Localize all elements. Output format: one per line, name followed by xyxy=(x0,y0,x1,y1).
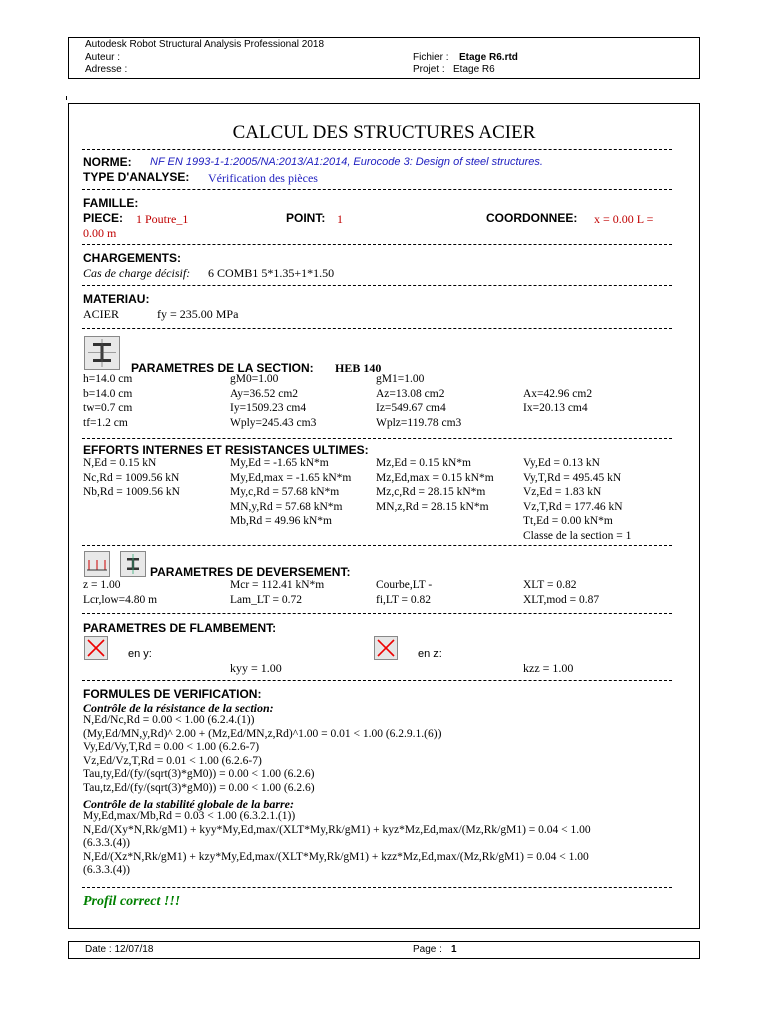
flambement-label: PARAMETRES DE FLAMBEMENT: xyxy=(83,621,277,635)
chargements-label: CHARGEMENTS: xyxy=(83,251,181,265)
divider xyxy=(82,285,672,286)
kzz-value: kzz = 1.00 xyxy=(523,661,574,675)
efforts-rows-cell: Nb,Rd = 1009.56 kN xyxy=(83,486,180,498)
efforts-rows-cell: Vz,T,Rd = 177.46 kN xyxy=(523,500,623,513)
file-value: Etage R6.rtd xyxy=(459,52,518,63)
decisive-load-value: 6 COMB1 5*1.35+1*1.50 xyxy=(208,266,335,280)
formula-line: My,Ed,max/Mb,Rd = 0.03 < 1.00 (6.3.2.1.(1)) xyxy=(83,810,296,822)
divider xyxy=(82,545,672,546)
section-rows-cell: Iz=549.67 cm4 xyxy=(376,402,446,414)
norme-label: NORME: xyxy=(83,155,132,169)
point-value: 1 xyxy=(337,212,343,226)
page-title: CALCUL DES STRUCTURES ACIER xyxy=(232,122,536,143)
coordinate-value-2: 0.00 m xyxy=(83,226,117,240)
efforts-rows-cell: Mb,Rd = 49.96 kN*m xyxy=(230,515,333,527)
buckling-y-disabled-icon xyxy=(84,636,108,660)
buckling-z-label: en z: xyxy=(418,648,442,660)
dev-rows-cell: fi,LT = 0.82 xyxy=(376,593,432,606)
dev-rows-cell: Mcr = 112.41 kN*m xyxy=(230,579,325,591)
buckling-z-disabled-icon xyxy=(374,636,398,660)
efforts-rows-cell: Tt,Ed = 0.00 kN*m xyxy=(523,515,613,527)
report-footer xyxy=(68,941,700,959)
efforts-rows-cell: N,Ed = 0.15 kN xyxy=(83,457,157,469)
formula-line: (6.3.3.(4)) xyxy=(83,864,130,876)
section-rows-cell: Wply=245.43 cm3 xyxy=(230,416,317,429)
section-rows-cell: Iy=1509.23 cm4 xyxy=(230,402,307,414)
divider xyxy=(82,149,672,150)
formula-line: N,Ed/(Xz*N,Rk/gM1) + kzy*My,Ed,max/(XLT*My,Rk/gM1) + kzz*Mz,Ed,max/(Mz,Rk/gM1) = 0.04 < 1.00 xyxy=(83,850,589,863)
kyy-value: kyy = 1.00 xyxy=(230,661,282,675)
dev-rows-cell: XLT = 0.82 xyxy=(523,579,577,591)
efforts-label: EFFORTS INTERNES ET RESISTANCES ULTIMES: xyxy=(83,443,369,457)
section-rows-cell: b=14.0 cm xyxy=(83,387,133,400)
divider xyxy=(82,438,672,439)
project-label: Projet : xyxy=(413,64,445,75)
formula-line: Tau,ty,Ed/(fy/(sqrt(3)*gM0)) = 0.00 < 1.00 (6.2.6) xyxy=(83,768,315,780)
section-profile-icon xyxy=(84,336,120,370)
material-name: ACIER xyxy=(83,307,119,321)
footer-date: Date : 12/07/18 xyxy=(85,944,154,955)
formula-line: (My,Ed/MN,y,Rd)^ 2.00 + (Mz,Ed/MN,z,Rd)^1.00 = 0.01 < 1.00 (6.2.9.1.(6)) xyxy=(83,727,442,740)
divider xyxy=(82,680,672,681)
dev-rows-cell: Lcr,low=4.80 m xyxy=(83,593,158,606)
section-rows-cell: gM1=1.00 xyxy=(376,373,425,385)
lateral-buckling-icon xyxy=(84,551,110,577)
analysis-value: Vérification des pièces xyxy=(208,171,318,185)
formula-line: Vy,Ed/Vy,T,Rd = 0.00 < 1.00 (6.2.6-7) xyxy=(83,741,260,753)
section-rows-cell: Ix=20.13 cm4 xyxy=(523,402,588,414)
section-rows-cell: Ax=42.96 cm2 xyxy=(523,387,593,400)
section-profile: HEB 140 xyxy=(335,361,382,375)
dev-rows-cell: z = 1.00 xyxy=(83,579,121,591)
footer-page-label: Page : xyxy=(413,944,442,955)
efforts-rows-cell: My,Ed = -1.65 kN*m xyxy=(230,457,329,469)
result-status: Profil correct !!! xyxy=(83,894,181,909)
formula-line: (6.3.3.(4)) xyxy=(83,837,130,849)
project-value: Etage R6 xyxy=(453,64,495,75)
efforts-rows-cell: Mz,c,Rd = 28.15 kN*m xyxy=(376,486,486,498)
efforts-rows-cell: My,c,Rd = 57.68 kN*m xyxy=(230,486,340,498)
efforts-rows-cell: MN,z,Rd = 28.15 kN*m xyxy=(376,500,489,513)
famille-label: FAMILLE: xyxy=(83,196,139,210)
point-label: POINT: xyxy=(286,211,326,225)
divider xyxy=(82,244,672,245)
dev-rows-cell: Lam_LT = 0.72 xyxy=(230,593,302,606)
divider xyxy=(82,887,672,888)
efforts-rows-cell: My,Ed,max = -1.65 kN*m xyxy=(230,471,352,484)
decisive-load-label: Cas de charge décisif: xyxy=(83,266,191,280)
address-label: Adresse : xyxy=(85,64,128,75)
section-rows-cell: Ay=36.52 cm2 xyxy=(230,387,299,400)
section-rows-cell: gM0=1.00 xyxy=(230,373,279,385)
formula-line: Vz,Ed/Vz,T,Rd = 0.01 < 1.00 (6.2.6-7) xyxy=(83,754,262,767)
efforts-rows-cell: Mz,Ed,max = 0.15 kN*m xyxy=(376,471,494,484)
formules-label: FORMULES DE VERIFICATION: xyxy=(83,687,262,701)
coordinate-value-1: x = 0.00 L = xyxy=(594,212,654,226)
dev-rows-cell: XLT,mod = 0.87 xyxy=(523,593,600,606)
page-mark xyxy=(66,96,67,100)
analysis-label: TYPE D'ANALYSE: xyxy=(83,170,190,184)
dev-rows-cell: Courbe,LT - xyxy=(376,579,433,591)
efforts-rows-cell: Vz,Ed = 1.83 kN xyxy=(523,486,602,498)
norme-value: NF EN 1993-1-1:2005/NA:2013/A1:2014, Eurocode 3: Design of steel structures. xyxy=(150,156,543,168)
deversement-label: PARAMETRES DE DEVERSEMENT: xyxy=(150,565,351,579)
file-label: Fichier : xyxy=(413,52,449,63)
section-rows-cell: tw=0.7 cm xyxy=(83,402,133,414)
section-label: PARAMETRES DE LA SECTION: xyxy=(131,361,314,375)
section-rows-cell: tf=1.2 cm xyxy=(83,416,128,429)
resistance-check-title: Contrôle de la résistance de la section: xyxy=(83,701,274,715)
report-header xyxy=(68,37,700,79)
efforts-rows-cell: Vy,T,Rd = 495.45 kN xyxy=(523,471,622,484)
section-rows-cell: Wplz=119.78 cm3 xyxy=(376,416,462,429)
section-rows-cell: Az=13.08 cm2 xyxy=(376,387,445,400)
formula-line: N,Ed/Nc,Rd = 0.00 < 1.00 (6.2.4.(1)) xyxy=(83,714,255,726)
coordinate-label: COORDONNEE: xyxy=(486,211,578,225)
efforts-rows-cell: MN,y,Rd = 57.68 kN*m xyxy=(230,500,343,513)
footer-page-value: 1 xyxy=(451,944,457,955)
buckling-y-label: en y: xyxy=(128,648,152,660)
material-fy: fy = 235.00 MPa xyxy=(157,307,239,321)
formula-line: N,Ed/(Xy*N,Rk/gM1) + kyy*My,Ed,max/(XLT*My,Rk/gM1) + kyz*Mz,Ed,max/(Mz,Rk/gM1) = 0.04 < 1.00 xyxy=(83,823,591,836)
author-label: Auteur : xyxy=(85,52,121,63)
efforts-rows-cell: Classe de la section = 1 xyxy=(523,529,632,542)
divider xyxy=(82,189,672,190)
divider xyxy=(82,328,672,329)
efforts-rows-cell: Nc,Rd = 1009.56 kN xyxy=(83,471,180,484)
section-rows-cell: h=14.0 cm xyxy=(83,373,133,385)
stability-check-title: Contrôle de la stabilité globale de la barre: xyxy=(83,797,294,811)
app-name: Autodesk Robot Structural Analysis Professional 2018 xyxy=(85,39,325,50)
divider xyxy=(82,613,672,614)
formula-line: Tau,tz,Ed/(fy/(sqrt(3)*gM0)) = 0.00 < 1.00 (6.2.6) xyxy=(83,781,315,794)
materiau-label: MATERIAU: xyxy=(83,292,150,306)
piece-value: 1 Poutre_1 xyxy=(136,212,189,226)
efforts-rows-cell: Vy,Ed = 0.13 kN xyxy=(523,457,600,469)
section-support-icon xyxy=(120,551,146,577)
piece-label: PIECE: xyxy=(83,211,124,225)
efforts-rows-cell: Mz,Ed = 0.15 kN*m xyxy=(376,457,471,469)
